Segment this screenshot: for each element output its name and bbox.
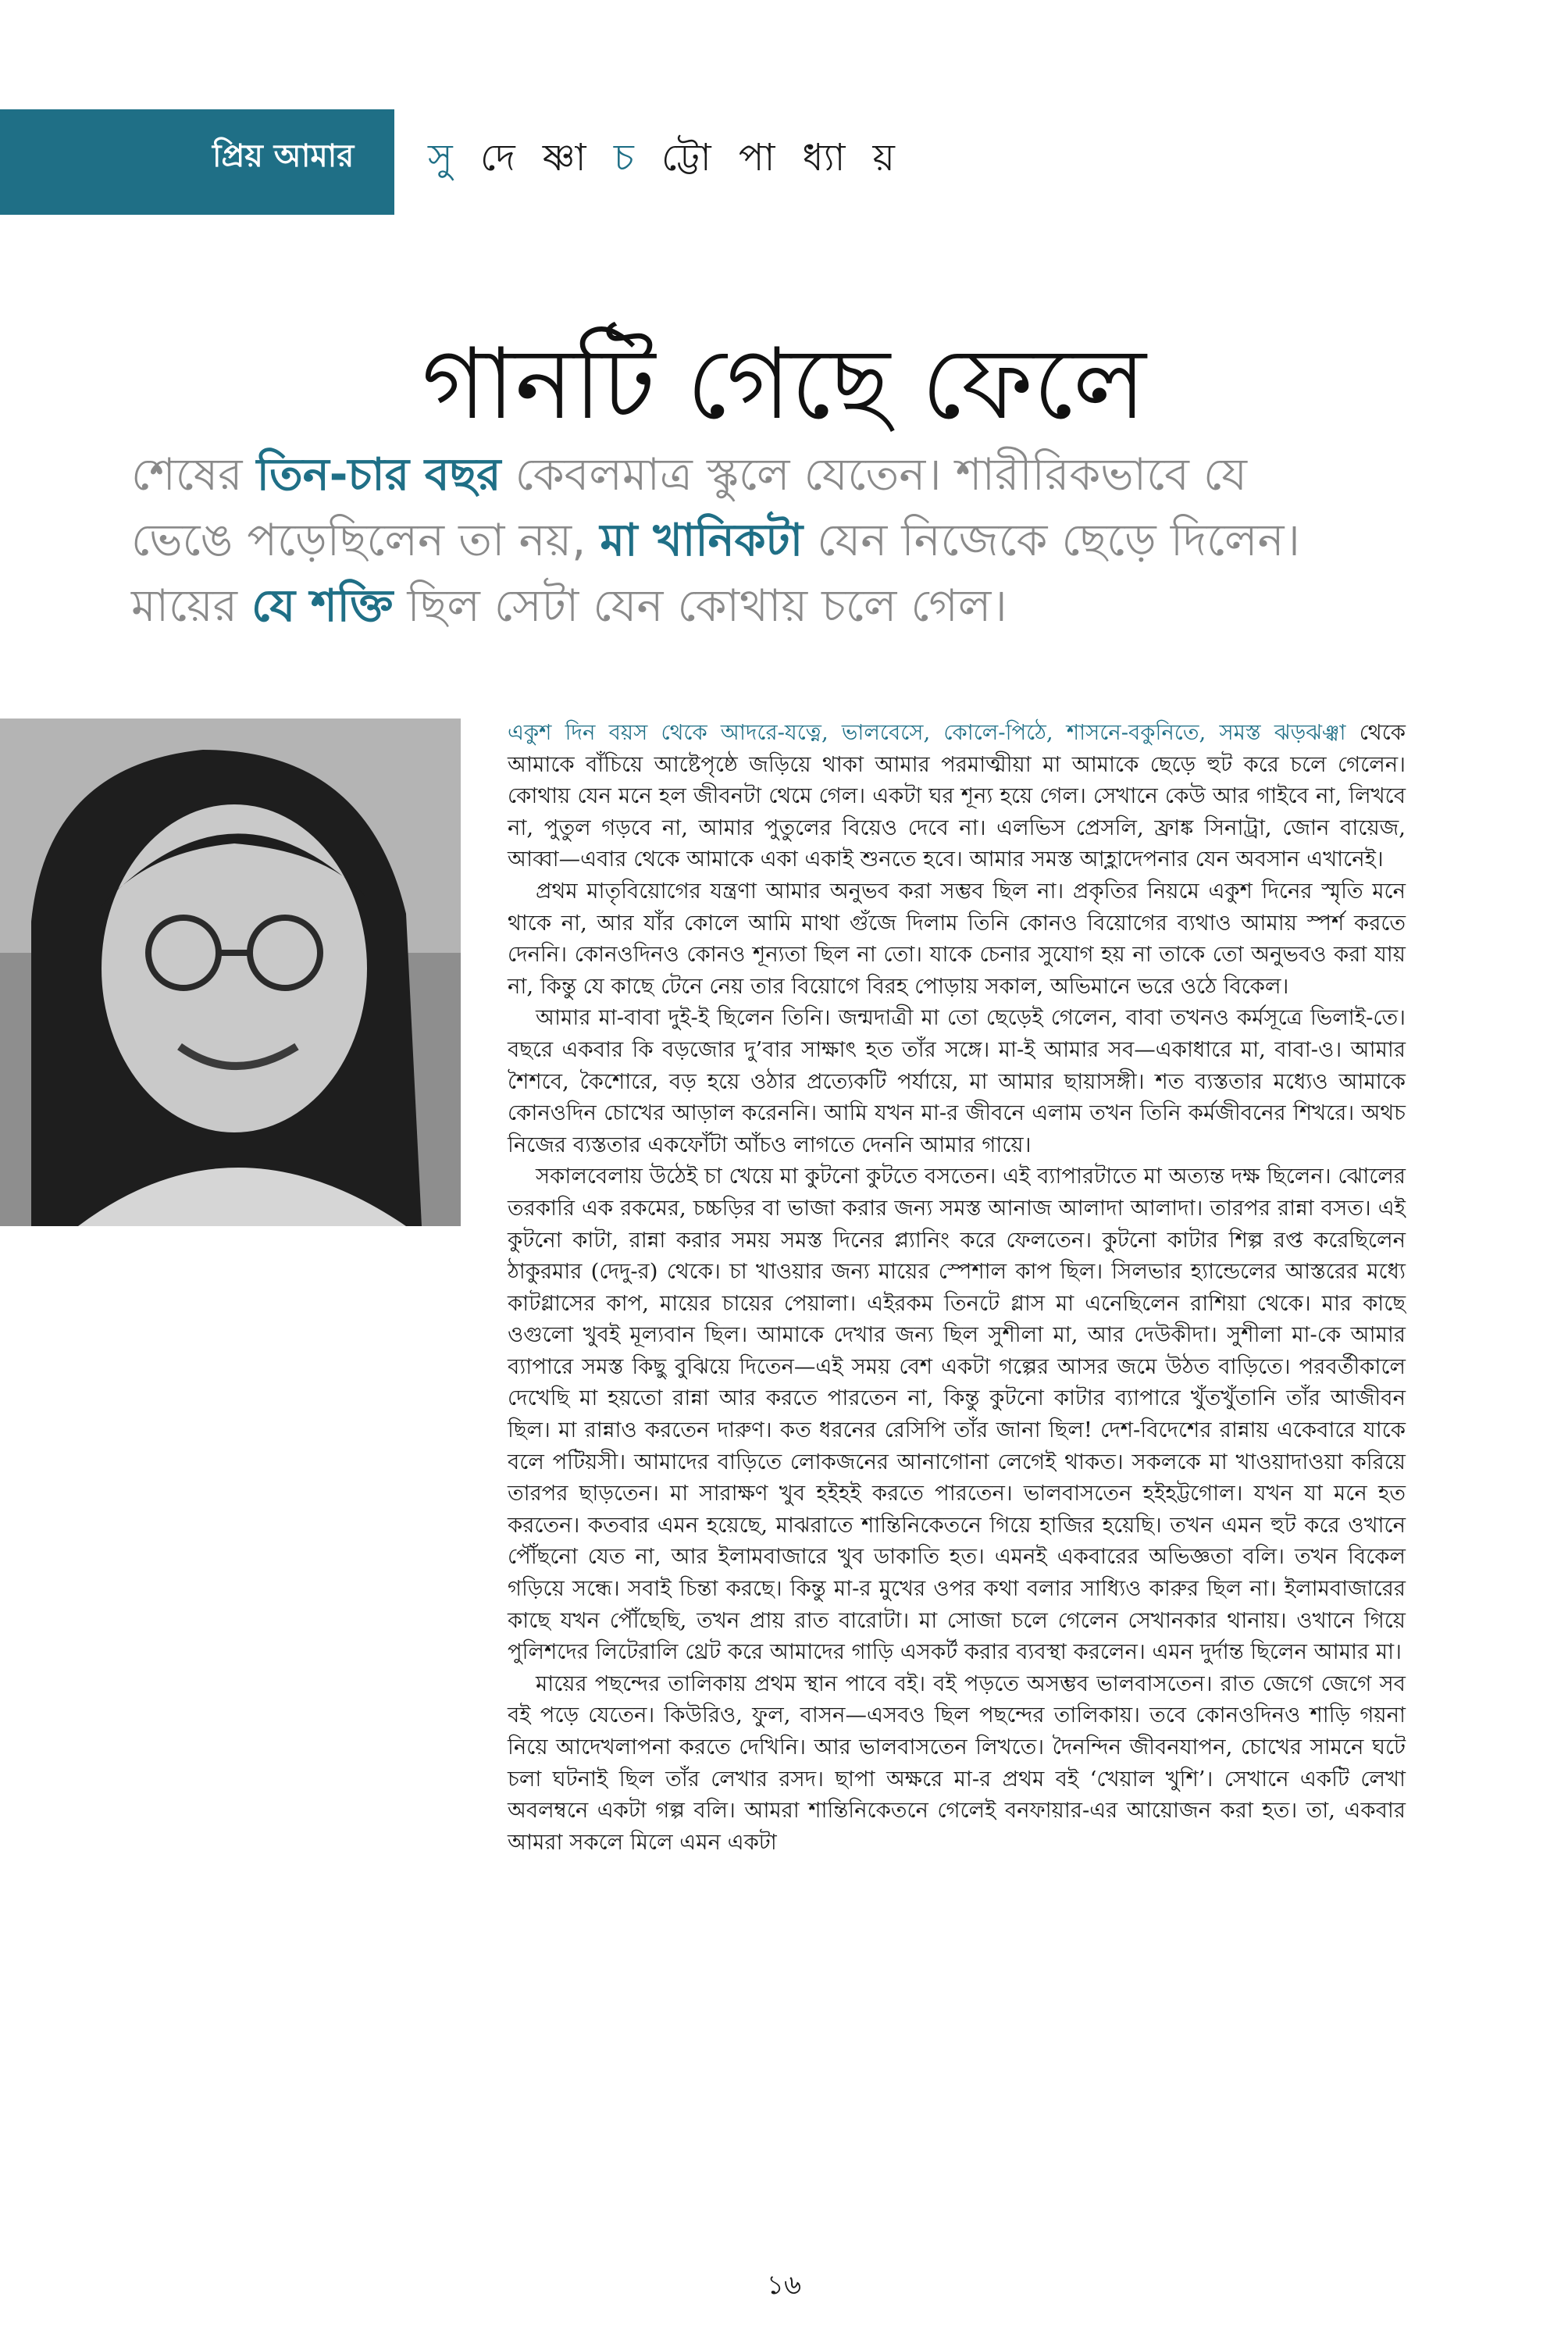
- author-last-name-rest: ট্টো পা ধ্যা য়: [661, 136, 903, 180]
- author-initial-first: সু: [428, 136, 461, 180]
- pull-quote-text: শেষের: [131, 449, 257, 501]
- author-initial-last: চ: [613, 136, 642, 180]
- pull-quote-line-3: [131, 573, 1381, 639]
- pull-quote: [131, 442, 1381, 639]
- pull-quote-text: যেন নিজেকে ছেড়ে দিলেন।: [803, 515, 1300, 566]
- pull-quote-line-2: [131, 508, 1381, 573]
- section-label: প্রিয় আমার: [212, 138, 355, 174]
- article-paragraph-5: মায়ের পছন্দের তালিকায় প্রথম স্থান পাবে বই। বই পড়তে অসম্ভব ভালবাসতেন। রাত জেগে জেগে সব বই পড়ে যেতেন। কিউরিও, ফুল, বাসন—এসবও ছিল পছন্দের তালিকায়। তবে কোনওদিনও শাড়ি গয়না নিয়ে আদেখলাপনা করতে দেখিনি। আর ভালবাসতেন লিখতে। দৈনন্দিন জীবনযাপন, চোখের সামনে ঘটে চলা ঘটনাই ছিল তাঁর লেখার রসদ। ছাপা অক্ষরে মা-র প্রথম বই ‘খেয়াল খুশি’। সেখানে একটি লেখা অবলম্বনে একটা গল্প বলি। আমরা শান্তিনিকেতনে গেলেই বনফায়ার-এর আয়োজন করা হত। তা, একবার আমরা সকলে মিলে এমন একটা: [508, 1671, 1406, 1855]
- lead-in-text: একুশ দিন বয়স থেকে আদরে-যত্নে, ভালবেসে, কোলে-পিঠে, শাসনে-বকুনিতে, সমস্ত ঝড়ঝঞ্ঝা: [508, 720, 1346, 745]
- article-title: গানটি গেছে ফেলে: [422, 326, 1146, 441]
- paragraph-text: থেকে আমাকে বাঁচিয়ে আষ্টেপৃষ্ঠে জড়িয়ে থাকা আমার পরমাত্মীয়া মা আমাকে ছেড়ে হুট করে চলে গেলেন। কোথায় যেন মনে হল জীবনটা থেমে গেল। একটা ঘর শূন্য হয়ে গেল। সেখানে কেউ আর গাইবে না, লিখবে না, পুতুল গড়বে না, আমার পুতুলের বিয়েও দেবে না। এলভিস প্রেসলি, ফ্রাঙ্ক সিনাট্রা, জোন বায়েজ, আব্বা—এবার থেকে আমাকে একা একাই শুনতে হবে। আমার সমস্ত আহ্লাদেপনার যেন অবসান এখানেই।: [508, 720, 1406, 872]
- author-byline: [428, 130, 903, 191]
- pull-quote-text: ছিল সেটা যেন কোথায় চলে গেল।: [393, 580, 1007, 632]
- article-paragraph-4: সকালবেলায় উঠেই চা খেয়ে মা কুটনো কুটতে বসতেন। এই ব্যাপারটাতে মা অত্যন্ত দক্ষ ছিলেন। ঝোলের তরকারি এক রকমের, চচ্চড়ির বা ভাজা করার জন্য সমস্ত আনাজ আলাদা আলাদা। তারপর রান্না বসত। এই কুটনো কাটা, রান্না করার সময় সমস্ত দিনের প্ল্যানিং করে ফেলতেন। কুটনো কাটার শিল্প রপ্ত করেছিলেন ঠাকুরমার (দেদু-র) থেকে। চা খাওয়ার জন্য মায়ের স্পেশাল কাপ ছিল। সিলভার হ্যান্ডেলের আস্তরের মধ্যে কাটগ্লাসের কাপ, মায়ের চায়ের পেয়ালা। এইরকম তিনটে গ্লাস মা এনেছিলেন রাশিয়া থেকে। মার কাছে ওগুলো খুবই মূল্যবান ছিল। আমাকে দেখার জন্য ছিল সুশীলা মা, আর দেউকীদা। সুশীলা মা-কে আমার ব্যাপারে সমস্ত কিছু বুঝিয়ে দিতেন—এই সময় বেশ একটা গল্পের আসর জমে উঠত বাড়িতে। পরবর্তীকালে দেখেছি মা হয়তো রান্না আর করতে পারতেন না, কিন্তু কুটনো কাটার ব্যাপারে খুঁতখুঁতানি তাঁর আজীবন ছিল। মা রান্নাও করতেন দারুণ। কত ধরনের রেসিপি তাঁর জানা ছিল! দেশ-বিদেশের রান্নায় একেবারে যাকে বলে পটিয়সী। আমাদের বাড়িতে লোকজনের আনাগোনা লেগেই থাকত। সকলকে মা খাওয়াদাওয়া করিয়ে তারপর ছাড়তেন। মা সারাক্ষণ খুব হইহই করতে পারতেন। ভালবাসতেন হইহট্টগোল। যখন যা মনে হত করতেন। কতবার এমন হয়েছে, মাঝরাতে শান্তিনিকেতনে গিয়ে হাজির হয়েছি। তখন এমন হুট করে ওখানে পৌঁছনো যেত না, আর ইলামবাজারে খুব ডাকাতি হত। এমনই একবারের অভিজ্ঞতা বলি। তখন বিকেল গড়িয়ে সন্ধে। সবাই চিন্তা করছে। কিন্তু মা-র মুখের ওপর কথা বলার সাধ্যিও কারুর ছিল না। ইলামবাজারের কাছে যখন পৌঁছেছি, তখন প্রায় রাত বারোটা। মা সোজা চলে গেলেন সেখানকার থানায়। ওখানে গিয়ে পুলিশদের লিটেরালি থ্রেট করে আমাদের গাড়ি এসকর্ট করার ব্যবস্থা করলেন। এমন দুর্দান্ত ছিলেন আমার মা।: [508, 1164, 1406, 1665]
- page-number: ১৬: [766, 2270, 802, 2301]
- portrait-photo: [0, 719, 461, 1226]
- pull-quote-text: মায়ের: [131, 580, 252, 632]
- article-paragraph-1: [508, 717, 1406, 875]
- article-paragraph-2: প্রথম মাতৃবিয়োগের যন্ত্রণা আমার অনুভব করা সম্ভব ছিল না। প্রকৃতির নিয়মে একুশ দিনের স্মৃতি মনে থাকে না, আর যাঁর কোলে আমি মাথা গুঁজে দিলাম তিনি কোনও বিয়োগের ব্যথাও আমায় স্পর্শ করতে দেননি। কোনওদিনও কোনও শূন্যতা ছিল না তো। যাকে চেনার সুযোগ হয় না তাকে তো অনুভবও করা যায় না, কিন্তু যে কাছে টেনে নেয় তার বিয়োগে বিরহ পোড়ায় সকাল, অভিমানে ভরে ওঠে বিকেল।: [508, 878, 1406, 999]
- pull-quote-text: কেবলমাত্র স্কুলে যেতেন। শারীরিকভাবে যে: [501, 449, 1247, 501]
- pull-quote-highlight: যে শক্তি: [251, 580, 394, 632]
- pull-quote-text: ভেঙে পড়েছিলেন তা নয়,: [131, 515, 600, 566]
- article-body: [508, 717, 1406, 1858]
- article-paragraph-3: আমার মা-বাবা দুই-ই ছিলেন তিনি। জন্মদাত্রী মা তো ছেড়েই গেলেন, বাবা তখনও কর্মসূত্রে ভিলাই-তে। বছরে একবার কি বড়জোর দু’বার সাক্ষাৎ হত তাঁর সঙ্গে। মা-ই আমার সব—একাধারে মা, বাবা-ও। আমার শৈশবে, কৈশোরে, বড় হয়ে ওঠার প্রত্যেকটি পর্যায়ে, মা আমার ছায়াসঙ্গী। শত ব্যস্ততার মধ্যেও আমাকে কোনওদিন চোখের আড়াল করেননি। আমি যখন মা-র জীবনে এলাম তখন তিনি কর্মজীবনের শিখরে। অথচ নিজের ব্যস্ততার একফোঁটা আঁচও লাগতে দেননি আমার গায়ে।: [508, 1005, 1406, 1157]
- pull-quote-highlight: তিন-চার বছর: [256, 449, 501, 501]
- pull-quote-line-1: [131, 442, 1381, 508]
- portrait-illustration: [0, 719, 461, 1226]
- author-first-name-rest: দে ষ্ণা: [479, 136, 594, 180]
- pull-quote-highlight: মা খানিকটা: [600, 515, 804, 566]
